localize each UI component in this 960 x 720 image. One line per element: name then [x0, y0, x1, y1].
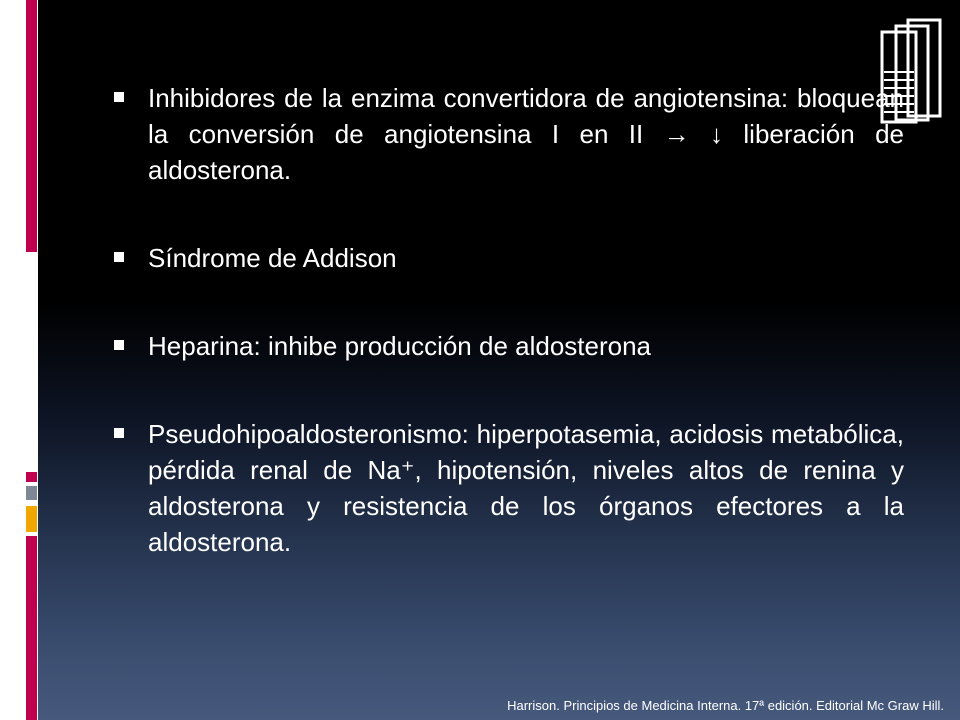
bullet-text: Síndrome de Addison: [148, 243, 397, 273]
bullet-text: Inhibidores de la enzima convertidora de angiotensina: bloquean la conversión de angiotensina I en II → ↓ liberación de aldosterona.: [148, 83, 904, 185]
magenta-accent-bar-bottom: [26, 536, 37, 720]
bullet-square-icon: [114, 428, 124, 438]
bullet-item-ace-inhibitors: [114, 80, 904, 188]
bullet-square-icon: [114, 252, 124, 262]
magenta-accent-bar-top: [26, 0, 37, 252]
citation: Harrison. Principios de Medicina Interna. 17ª edición. Editorial Mc Graw Hill.: [507, 698, 944, 713]
bullet-item-pseudohypoaldosteronism: [114, 416, 904, 560]
orange-accent-square: [26, 506, 37, 532]
bullet-text: Heparina: inhibe producción de aldosterona: [148, 331, 652, 361]
bullet-square-icon: [114, 340, 124, 350]
bullet-list: [114, 80, 904, 560]
gray-accent-square: [26, 486, 37, 500]
bullet-item-heparin: [114, 328, 904, 364]
bullet-item-addison: [114, 240, 904, 276]
magenta-accent-square: [26, 472, 37, 482]
bullet-text: Pseudohipoaldosteronismo: hiperpotasemia, acidosis metabólica, pérdida renal de Na⁺, hipotensión, niveles altos de renina y aldosterona y resistencia de los órganos efectores a la aldosterona.: [148, 419, 904, 557]
bullet-square-icon: [114, 92, 124, 102]
